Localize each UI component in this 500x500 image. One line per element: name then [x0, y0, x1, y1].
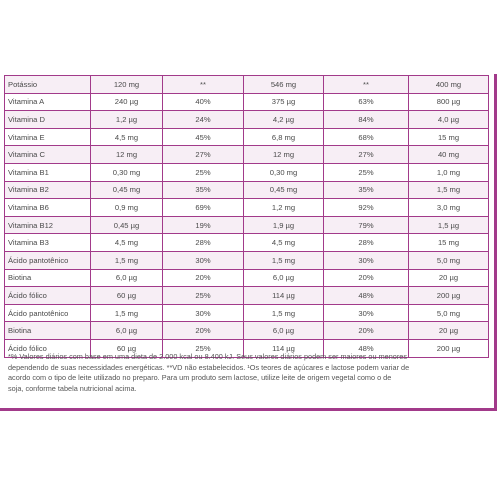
nutrient-value: 15 mg: [409, 234, 489, 252]
nutrient-value: 69%: [163, 199, 244, 217]
nutrient-value: 20%: [163, 269, 244, 287]
nutrient-value: 0,30 mg: [91, 163, 163, 181]
nutrient-value: 200 µg: [409, 339, 489, 357]
nutrient-value: 84%: [324, 111, 409, 129]
footnote: [8, 352, 490, 394]
nutrient-name: Vitamina E: [5, 128, 91, 146]
nutrient-value: 24%: [163, 111, 244, 129]
nutrient-value: 400 mg: [409, 76, 489, 94]
nutrient-value: 20%: [324, 322, 409, 340]
nutrient-value: 92%: [324, 199, 409, 217]
nutrient-name: Vitamina B12: [5, 216, 91, 234]
nutrient-value: 20%: [163, 322, 244, 340]
nutrient-value: **: [163, 76, 244, 94]
nutrient-value: 0,30 mg: [244, 163, 324, 181]
nutrient-value: 12 mg: [91, 146, 163, 164]
nutrient-value: 40%: [163, 93, 244, 111]
nutrient-name: Vitamina B1: [5, 163, 91, 181]
nutrient-name: Vitamina A: [5, 93, 91, 111]
nutrition-table: [4, 75, 489, 358]
table-row: [5, 199, 489, 217]
nutrient-value: 30%: [324, 304, 409, 322]
nutrient-value: 35%: [163, 181, 244, 199]
nutrient-value: 800 µg: [409, 93, 489, 111]
nutrient-value: 27%: [163, 146, 244, 164]
nutrient-value: 25%: [324, 163, 409, 181]
nutrient-value: 25%: [163, 163, 244, 181]
table-row: [5, 163, 489, 181]
nutrient-value: 6,8 mg: [244, 128, 324, 146]
nutrient-value: 48%: [324, 339, 409, 357]
table-row: [5, 146, 489, 164]
nutrient-value: 63%: [324, 93, 409, 111]
nutrient-value: **: [324, 76, 409, 94]
table-row: [5, 322, 489, 340]
nutrient-value: 1,5 mg: [409, 181, 489, 199]
footnote-line: dependendo de suas necessidades energéticas. **VD não estabelecidos. ¹Os teores de açúcares e lactose podem variar de: [8, 362, 410, 372]
nutrient-value: 114 µg: [244, 339, 324, 357]
nutrient-name: Vitamina B3: [5, 234, 91, 252]
table-row: [5, 287, 489, 305]
nutrient-value: 5,0 mg: [409, 251, 489, 269]
nutrient-value: 4,0 µg: [409, 111, 489, 129]
nutrient-value: 79%: [324, 216, 409, 234]
nutrient-value: 30%: [324, 251, 409, 269]
nutrient-value: 12 mg: [244, 146, 324, 164]
nutrient-name: Ácido pantotênico: [5, 251, 91, 269]
nutrient-value: 20 µg: [409, 322, 489, 340]
nutrient-value: 5,0 mg: [409, 304, 489, 322]
nutrient-value: 27%: [324, 146, 409, 164]
table-row: [5, 304, 489, 322]
nutrient-value: 30%: [163, 304, 244, 322]
table-row: [5, 269, 489, 287]
nutrient-value: 1,2 µg: [91, 111, 163, 129]
nutrient-value: 25%: [163, 339, 244, 357]
nutrient-value: 546 mg: [244, 76, 324, 94]
table-row: [5, 93, 489, 111]
nutrient-value: 30%: [163, 251, 244, 269]
nutrient-value: 1,5 mg: [91, 251, 163, 269]
nutrient-name: Ácido fólico: [5, 287, 91, 305]
nutrient-value: 1,2 mg: [244, 199, 324, 217]
table-row: [5, 234, 489, 252]
nutrient-value: 1,5 mg: [244, 251, 324, 269]
nutrient-value: 1,5 mg: [244, 304, 324, 322]
nutrient-value: 240 µg: [91, 93, 163, 111]
nutrient-name: Biotina: [5, 322, 91, 340]
nutrient-value: 0,45 µg: [91, 216, 163, 234]
nutrient-name: Ácido fólico: [5, 339, 91, 357]
nutrient-value: 200 µg: [409, 287, 489, 305]
nutrient-value: 3,0 mg: [409, 199, 489, 217]
nutrient-value: 19%: [163, 216, 244, 234]
nutrient-value: 114 µg: [244, 287, 324, 305]
nutrient-value: 1,5 µg: [409, 216, 489, 234]
nutrient-value: 6,0 µg: [91, 269, 163, 287]
nutrient-name: Potássio: [5, 76, 91, 94]
nutrient-value: 4,5 mg: [91, 234, 163, 252]
nutrient-value: 45%: [163, 128, 244, 146]
nutrient-name: Biotina: [5, 269, 91, 287]
nutrient-value: 1,0 mg: [409, 163, 489, 181]
footnote-line: *% Valores diários com base em uma dieta de 2.000 kcal ou 8.400 kJ. Seus valores diários podem ser maiores ou menores: [8, 352, 407, 361]
nutrient-value: 120 mg: [91, 76, 163, 94]
nutrient-value: 6,0 µg: [244, 269, 324, 287]
nutrient-value: 28%: [163, 234, 244, 252]
nutrient-value: 1,9 µg: [244, 216, 324, 234]
nutrient-value: 0,45 mg: [244, 181, 324, 199]
footnote-line: soja, conforme tabela nutricional acima.: [8, 383, 137, 393]
nutrient-value: 35%: [324, 181, 409, 199]
nutrient-name: Vitamina D: [5, 111, 91, 129]
nutrient-value: 68%: [324, 128, 409, 146]
table-row: [5, 76, 489, 94]
table-row: [5, 111, 489, 129]
table-row: [5, 181, 489, 199]
nutrient-value: 0,9 mg: [91, 199, 163, 217]
nutrient-value: 4,2 µg: [244, 111, 324, 129]
nutrient-value: 6,0 µg: [91, 322, 163, 340]
table-row: [5, 216, 489, 234]
nutrient-value: 375 µg: [244, 93, 324, 111]
nutrient-value: 60 µg: [91, 287, 163, 305]
nutrient-value: 25%: [163, 287, 244, 305]
nutrient-value: 60 µg: [91, 339, 163, 357]
nutrient-name: Vitamina C: [5, 146, 91, 164]
nutrient-name: Ácido pantotênico: [5, 304, 91, 322]
nutrient-value: 6,0 µg: [244, 322, 324, 340]
nutrient-name: Vitamina B2: [5, 181, 91, 199]
footnote-line: acordo com o tipo de leite utilizado no preparo. Para um produto sem lactose, utilize leite de origem vegetal como o de: [8, 373, 392, 382]
nutrient-value: 4,5 mg: [91, 128, 163, 146]
table-row: [5, 128, 489, 146]
nutrient-value: 20%: [324, 269, 409, 287]
nutrient-value: 4,5 mg: [244, 234, 324, 252]
nutrient-value: 15 mg: [409, 128, 489, 146]
nutrient-name: Vitamina B6: [5, 199, 91, 217]
nutrient-value: 20 µg: [409, 269, 489, 287]
nutrient-value: 1,5 mg: [91, 304, 163, 322]
nutrient-value: 40 mg: [409, 146, 489, 164]
nutrient-value: 48%: [324, 287, 409, 305]
nutrient-value: 28%: [324, 234, 409, 252]
table-row: [5, 251, 489, 269]
nutrient-value: 0,45 mg: [91, 181, 163, 199]
